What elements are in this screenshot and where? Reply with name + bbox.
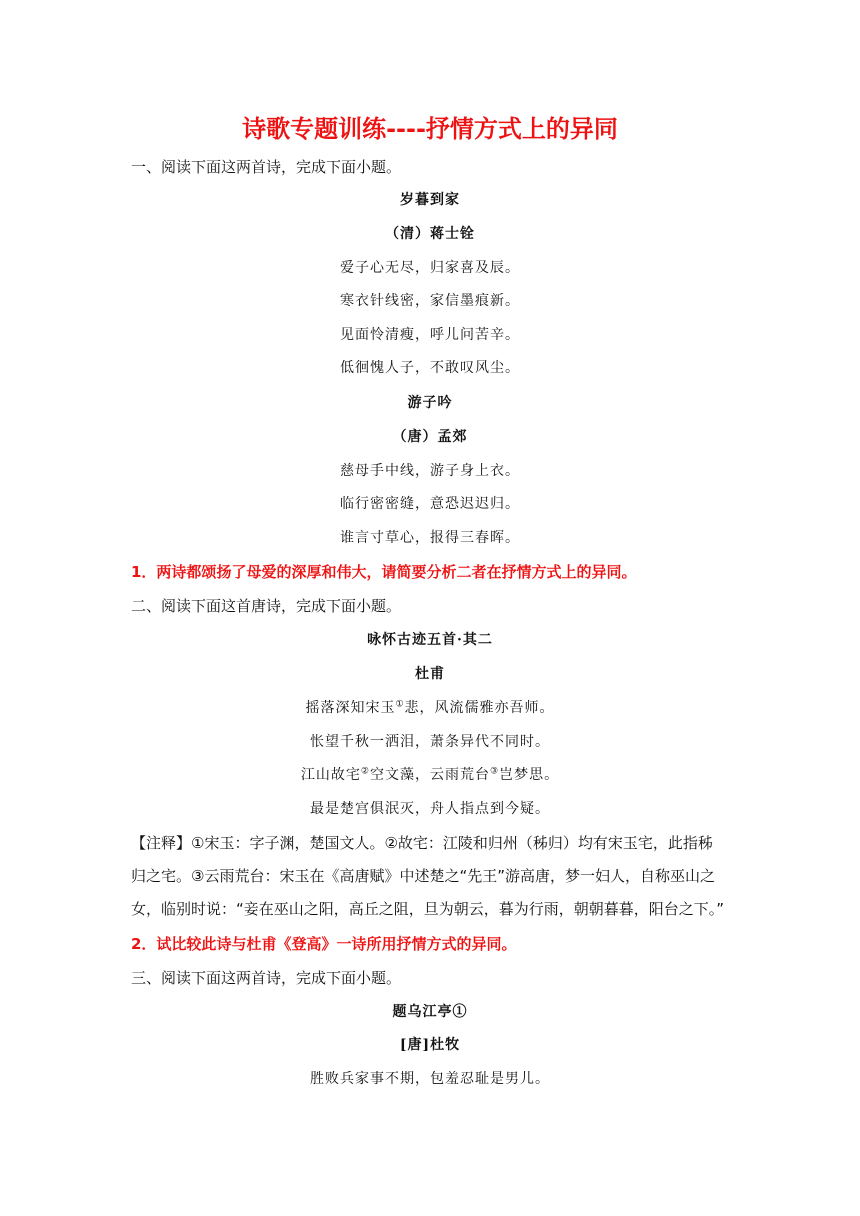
poem-3-line-4: 最是楚宫俱泯灭，舟人指点到今疑。 (310, 801, 550, 817)
poem-1-line-1: 爱子心无尽，归家喜及辰。 (340, 260, 520, 276)
poem-3-line-2: 怅望千秋一洒泪，萧条异代不同时。 (310, 734, 550, 750)
section-2-heading: 二、阅读下面这首唐诗，完成下面小题。 (131, 597, 402, 615)
question-2: 2．试比较此诗与杜甫《登高》一诗所用抒情方式的异同。 (131, 935, 517, 953)
poem-4-title: 题乌江亭① (392, 1004, 468, 1020)
poem-1-line-4: 低徊愧人子，不敢叹风尘。 (340, 360, 520, 376)
poem-1-line-3: 见面怜清瘦，呼儿问苦辛。 (340, 327, 520, 343)
poem-3-line-3-part-a: 江山故宅 (300, 767, 361, 783)
poem-2-line-1: 慈母手中线，游子身上衣。 (340, 463, 520, 479)
poem-2-title: 游子吟 (407, 395, 453, 411)
poem-3-line-1-part-b: 悲，风流儒雅亦吾师。 (404, 700, 555, 716)
poem-3-line-1-part-a: 摇落深知宋玉 (305, 700, 396, 716)
question-1: 1．两诗都颂扬了母爱的深厚和伟大，请简要分析二者在抒情方式上的异同。 (131, 563, 637, 581)
note-line-1: 【注释】①宋玉：字子渊，楚国文人。②故宅：江陵和归州（秭归）均有宋玉宅，此指秭 (131, 834, 713, 852)
footnote-marker-1: ① (395, 699, 405, 710)
poem-2-line-2: 临行密密缝，意恐迟迟归。 (340, 496, 520, 512)
poem-1-line-2: 寒衣针线密，家信墨痕新。 (340, 293, 520, 309)
poem-2-author: （唐）孟郊 (392, 429, 468, 445)
poem-4-line-1: 胜败兵家事不期，包羞忍耻是男儿。 (310, 1071, 550, 1087)
poem-1-title: 岁暮到家 (400, 192, 460, 208)
poem-3-line-1 (0, 698, 860, 718)
section-1-heading: 一、阅读下面这两首诗，完成下面小题。 (131, 158, 402, 176)
footnote-marker-2: ② (360, 766, 370, 777)
poem-3-author: 杜甫 (415, 666, 445, 682)
poem-1-author: （清）蒋士铨 (385, 226, 475, 242)
poem-3-line-3 (0, 765, 860, 785)
note-line-3: 女，临别时说：“妾在巫山之阳，高丘之阻，旦为朝云，暮为行雨，朝朝暮暮，阳台之下。” (131, 900, 725, 918)
footnote-marker-3: ③ (490, 766, 500, 777)
page-title: 诗歌专题训练----抒情方式上的异同 (242, 115, 618, 143)
poem-3-line-3-part-b: 空文藻，云雨荒台 (370, 767, 490, 783)
poem-3-line-3-part-c: 岂梦思。 (499, 767, 560, 783)
poem-2-line-3: 谁言寸草心，报得三春晖。 (340, 530, 520, 546)
poem-3-title: 咏怀古迹五首·其二 (367, 632, 493, 648)
section-3-heading: 三、阅读下面这两首诗，完成下面小题。 (131, 969, 402, 987)
note-line-2: 归之宅。③云雨荒台：宋玉在《高唐赋》中述楚之“先王”游高唐，梦一妇人，自称巫山之 (131, 867, 715, 885)
poem-4-author: [唐]杜牧 (399, 1037, 461, 1053)
